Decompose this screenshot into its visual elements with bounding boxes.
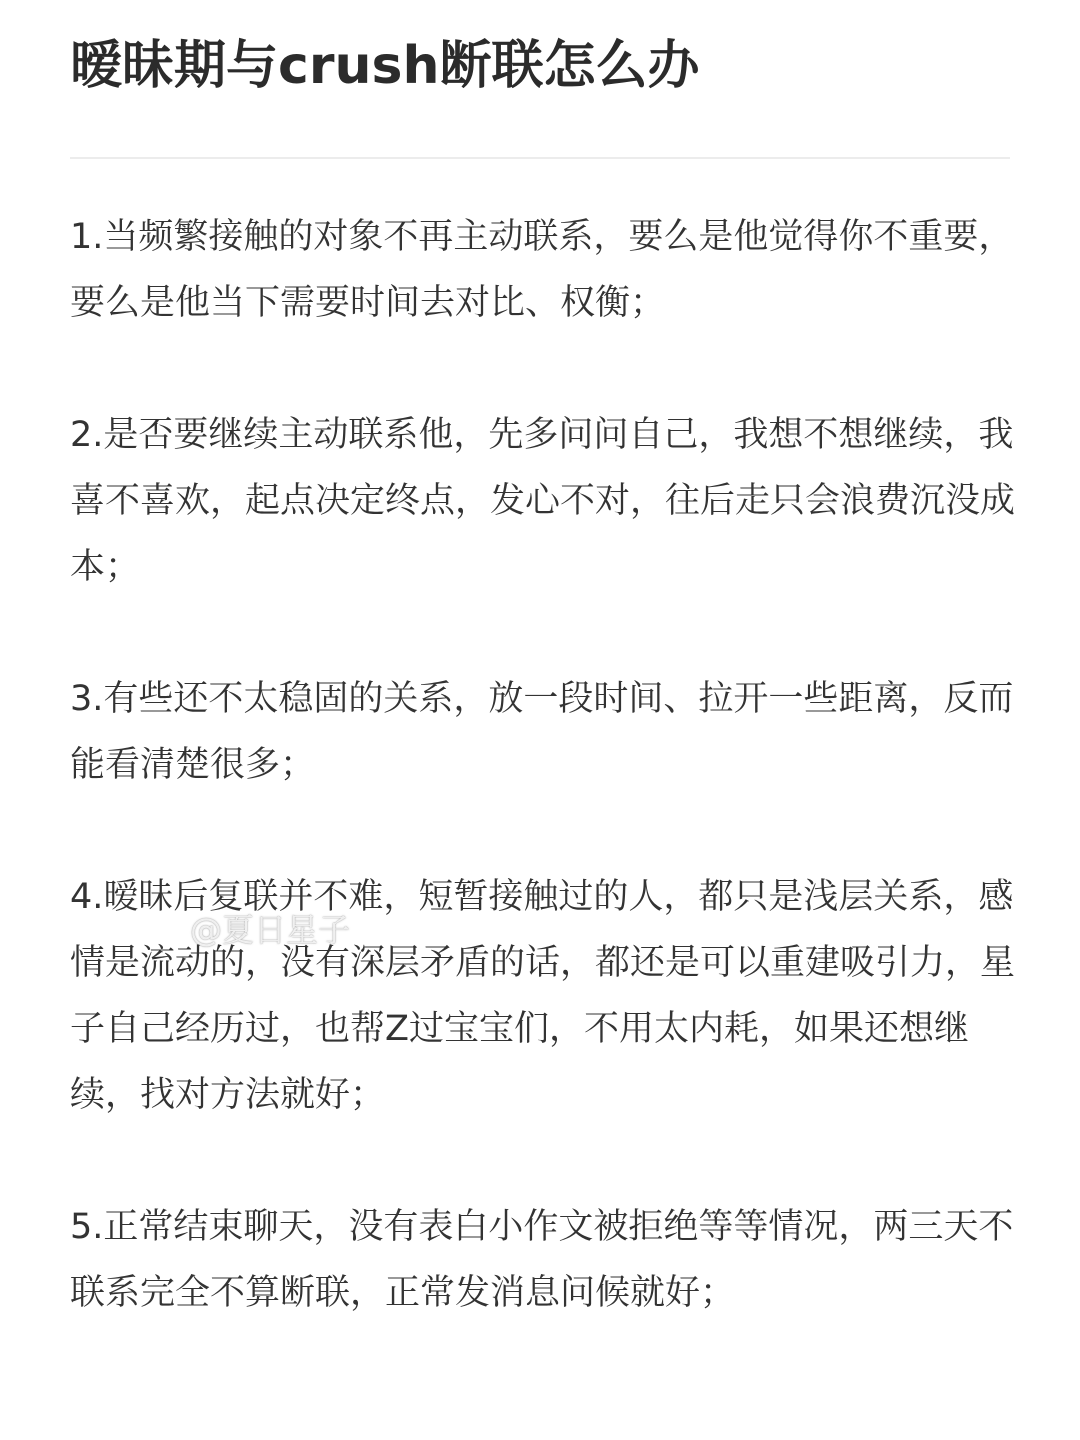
- paragraph-4: 4.暧昧后复联并不难，短暂接触过的人，都只是浅层关系，感情是流动的，没有深层矛盾的话，都还是可以重建吸引力，星子自己经历过，也帮Z过宝宝们，不用太内耗，如果还想继续，找对方法就好；: [70, 877, 1016, 1115]
- title-divider: [70, 157, 1010, 159]
- paragraph-5: 5.正常结束聊天，没有表白小作文被拒绝等等情况，两三天不联系完全不算断联，正常发消息问候就好；: [70, 1207, 1014, 1313]
- article-title: 暧昧期与crush断联怎么办: [70, 36, 700, 96]
- author-watermark: @夏日星子: [190, 911, 351, 949]
- paragraph-2: 2.是否要继续主动联系他，先多问问自己，我想不想继续，我喜不喜欢，起点决定终点，发心不对，往后走只会浪费沉没成本；: [70, 415, 1016, 587]
- paragraph-1: 1.当频繁接触的对象不再主动联系，要么是他觉得你不重要，要么是他当下需要时间去对比、权衡；: [70, 217, 1014, 323]
- article-body: [70, 204, 1015, 1392]
- paragraph-3: 3.有些还不太稳固的关系，放一段时间、拉开一些距离，反而能看清楚很多；: [70, 679, 1014, 785]
